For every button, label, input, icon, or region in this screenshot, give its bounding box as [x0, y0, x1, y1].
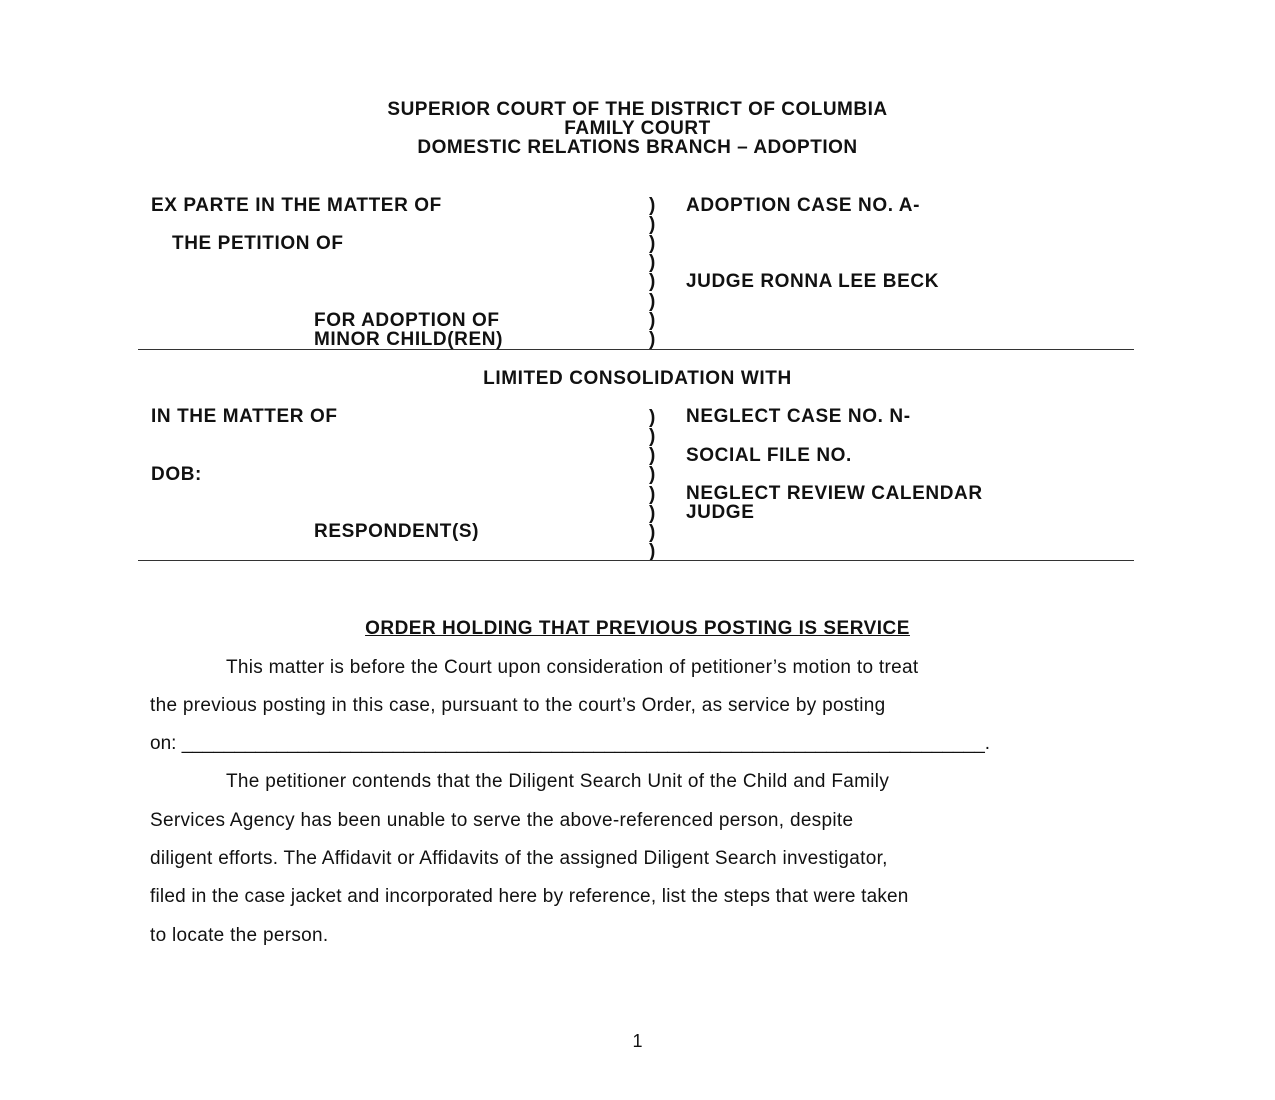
caption-divider: [138, 560, 1134, 561]
neglect-calendar-label: NEGLECT REVIEW CALENDAR: [686, 483, 983, 504]
page-number: 1: [632, 1031, 643, 1051]
paren: ): [649, 407, 656, 428]
paren: ): [649, 329, 656, 350]
social-file-number: SOCIAL FILE NO.: [686, 445, 852, 466]
paren: ): [649, 214, 656, 235]
court-branch: DOMESTIC RELATIONS BRANCH – ADOPTION: [417, 137, 858, 158]
paren: ): [649, 522, 656, 543]
respondents-label: RESPONDENT(S): [314, 521, 480, 542]
neglect-calendar-judge: JUDGE: [686, 502, 755, 523]
assigned-judge: JUDGE RONNA LEE BECK: [686, 271, 940, 292]
minor-children-label: MINOR CHILD(REN): [314, 329, 504, 350]
paren: ): [649, 484, 656, 505]
paren: ): [649, 445, 656, 466]
consolidation-heading: LIMITED CONSOLIDATION WITH: [483, 368, 792, 389]
neglect-case-number: NEGLECT CASE NO. N-: [686, 406, 911, 427]
ex-parte-label: EX PARTE IN THE MATTER OF: [151, 195, 442, 216]
paren: ): [649, 464, 656, 485]
posting-date-line: on: ____________________________________________________________________________.: [150, 733, 991, 754]
court-division: FAMILY COURT: [564, 118, 711, 139]
paren: ): [649, 252, 656, 273]
paren: ): [649, 541, 656, 562]
paren: ): [649, 233, 656, 254]
court-name: SUPERIOR COURT OF THE DISTRICT OF COLUMBIA: [387, 99, 888, 120]
paragraph-2-line-4: filed in the case jacket and incorporated here by reference, list the steps that were taken: [150, 886, 909, 907]
paragraph-2-line-5: to locate the person.: [150, 925, 329, 946]
for-adoption-label: FOR ADOPTION OF: [314, 310, 500, 331]
paragraph-1-line-1: This matter is before the Court upon consideration of petitioner’s motion to treat: [226, 657, 919, 678]
paren: ): [649, 195, 656, 216]
paren: ): [649, 271, 656, 292]
adoption-case-number: ADOPTION CASE NO. A-: [686, 195, 921, 216]
paren: ): [649, 426, 656, 447]
in-the-matter-label: IN THE MATTER OF: [151, 406, 338, 427]
caption-divider: [138, 349, 1134, 350]
paren: ): [649, 503, 656, 524]
paragraph-2-line-3: diligent efforts. The Affidavit or Affidavits of the assigned Diligent Search investigator,: [150, 848, 888, 869]
dob-label: DOB:: [151, 464, 202, 485]
order-title: ORDER HOLDING THAT PREVIOUS POSTING IS SERVICE: [365, 618, 910, 639]
paren: ): [649, 291, 656, 312]
paren: ): [649, 310, 656, 331]
paragraph-2-line-1: The petitioner contends that the Diligent Search Unit of the Child and Family: [226, 771, 890, 792]
paragraph-2-line-2: Services Agency has been unable to serve the above-referenced person, despite: [150, 810, 854, 831]
petition-of-label: THE PETITION OF: [172, 233, 344, 254]
paragraph-1-line-2: the previous posting in this case, pursuant to the court’s Order, as service by posting: [150, 695, 886, 716]
